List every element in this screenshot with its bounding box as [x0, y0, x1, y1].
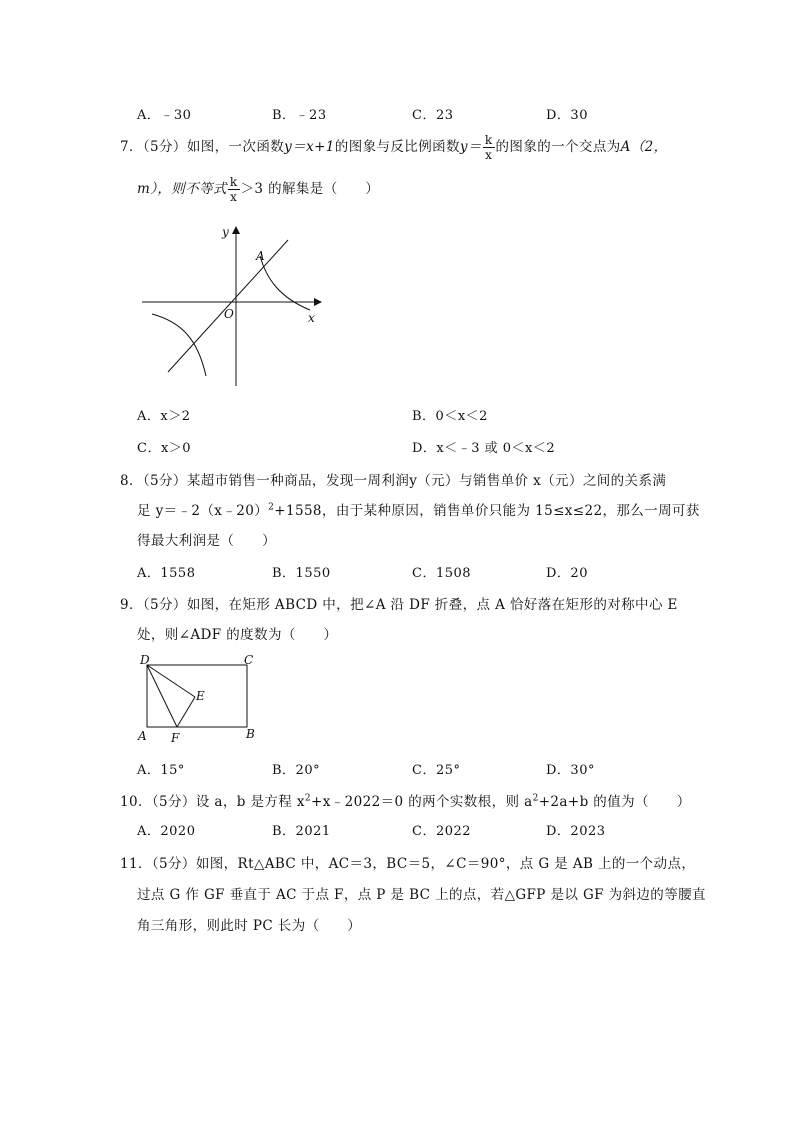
q8-option-b[interactable]: B．1550 — [272, 566, 331, 581]
q8-option-d[interactable]: D．20 — [546, 566, 588, 581]
fraction-numerator: k — [229, 175, 238, 189]
q7-fraction — [228, 176, 240, 203]
q8-superscript: 2 — [268, 502, 275, 513]
q10-option-d[interactable]: D．2023 — [546, 824, 606, 839]
fraction-denominator: x — [485, 148, 493, 162]
fraction-numerator: k — [484, 133, 493, 147]
label-e: E — [196, 689, 205, 703]
q7-point-a: A（2， — [620, 139, 668, 155]
q8-text: +1558，由于某种原因，销售单价只能为 15≤x≤22，那么一周可获 — [274, 503, 700, 519]
label-c: C — [244, 653, 254, 667]
q10-text: +x﹣2022＝0 的两个实数根，则 a — [311, 794, 533, 810]
q7-inverse-func: y＝ — [459, 139, 482, 155]
q8-option-a[interactable]: A．1558 — [137, 566, 196, 581]
q9-option-a[interactable]: A．15° — [137, 763, 185, 778]
q7-text: m），则不等式 — [137, 181, 227, 197]
hyperbola-branch-lower — [152, 314, 206, 376]
q10-superscript: 2 — [532, 793, 539, 804]
x-axis-label: x — [308, 311, 315, 325]
q7-fraction — [483, 134, 495, 161]
label-a: A — [138, 729, 147, 743]
q8-stem-line2 — [137, 499, 700, 519]
q9-option-b[interactable]: B．20° — [272, 763, 321, 778]
q9-stem-line1: 9．（5分）如图，在矩形 ABCD 中，把∠A 沿 DF 折叠，点 A 恰好落在矩形的对称中心 E — [120, 597, 678, 613]
linear-function-line — [168, 240, 288, 372]
q6-option-c[interactable]: C．23 — [412, 108, 454, 123]
q8-text: 足 y＝﹣2（x﹣20） — [137, 503, 269, 519]
q6-option-a[interactable]: A．﹣30 — [137, 108, 192, 123]
point-a-label: A — [256, 249, 265, 263]
q9-rectangle-figure — [136, 650, 266, 745]
q9-stem-line2: 处，则∠ADF 的度数为（ ） — [137, 627, 338, 643]
q10-text: +2a+b 的值为（ ） — [538, 794, 691, 810]
fraction-denominator: x — [230, 190, 238, 204]
q8-stem-line3: 得最大利润是（ ） — [137, 533, 276, 549]
y-axis-arrow — [232, 226, 240, 234]
q8-stem-line1: 8．（5分）某超市销售一种商品，发现一周利润y（元）与销售单价 x（元）之间的关系满 — [120, 473, 667, 489]
segment-df — [147, 665, 177, 727]
q11-stem-line3: 角三角形，则此时 PC 长为（ ） — [137, 918, 362, 934]
segment-ef — [177, 697, 195, 727]
x-axis-arrow — [314, 298, 322, 306]
q7-stem-line1 — [120, 134, 668, 161]
y-axis-label: y — [222, 225, 229, 239]
q11-stem-line2: 过点 G 作 GF 垂直于 AC 于点 F，点 P 是 BC 上的点，若△GFP 是以 GF 为斜边的等腰直 — [137, 887, 706, 903]
q6-option-b[interactable]: B．﹣23 — [272, 108, 327, 123]
origin-label: O — [224, 307, 234, 321]
q11-stem-line1: 11．（5分）如图，Rt△ABC 中，AC＝3，BC＝5，∠C＝90°，点 G 是 AB 上的一个动点， — [120, 856, 696, 872]
q7-text: 的图象的一个交点为 — [495, 139, 621, 155]
q7-text: 7．（5分）如图，一次函数 — [120, 139, 285, 155]
q8-option-c[interactable]: C．1508 — [412, 566, 472, 581]
label-f: F — [171, 731, 180, 745]
label-b: B — [246, 727, 255, 741]
q7-option-c[interactable]: C．x＞0 — [137, 441, 192, 456]
q7-option-b[interactable]: B．0＜x＜2 — [412, 409, 488, 424]
q10-stem — [120, 790, 691, 810]
q7-option-d[interactable]: D．x＜﹣3 或 0＜x＜2 — [412, 441, 556, 456]
q7-stem-line2 — [137, 176, 379, 203]
q10-option-b[interactable]: B．2021 — [272, 824, 331, 839]
q7-graph — [138, 222, 328, 392]
q7-option-a[interactable]: A．x＞2 — [137, 409, 191, 424]
label-d: D — [140, 653, 150, 667]
q7-linear-func: y＝x+1 — [284, 139, 335, 155]
q10-text: 10．（5分）设 a，b 是方程 x — [120, 794, 305, 810]
q10-superscript: 2 — [304, 793, 312, 804]
q7-text: ＞3 的解集是（ ） — [240, 181, 380, 197]
q9-option-d[interactable]: D．30° — [546, 763, 595, 778]
q10-option-a[interactable]: A．2020 — [137, 824, 196, 839]
q6-option-d[interactable]: D．30 — [546, 108, 588, 123]
q9-option-c[interactable]: C．25° — [412, 763, 461, 778]
q10-option-c[interactable]: C．2022 — [412, 824, 472, 839]
q7-text: 的图象与反比例函数 — [334, 139, 460, 155]
